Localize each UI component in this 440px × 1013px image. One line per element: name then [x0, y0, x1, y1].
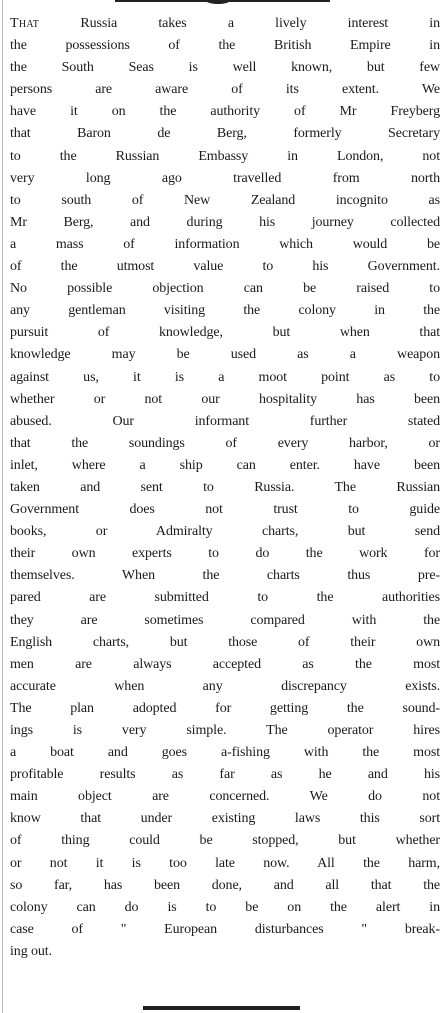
article-line: a boat and goes a-fishing with the most: [10, 745, 440, 761]
article-line: profitable results as far as he and his: [10, 767, 440, 783]
article-line: colony can do is to be on the alert in: [10, 899, 440, 915]
article-line: Government does not trust to guide: [10, 502, 440, 518]
article-line: to the Russian Embassy in London, not: [10, 148, 440, 164]
article-line-last: ing out.: [10, 943, 52, 959]
article-line: books, or Admiralty charts, but send: [10, 524, 440, 540]
article-line: a mass of information which would be: [10, 236, 440, 252]
article-line: case of " European disturbances " break-: [10, 921, 440, 937]
article-line: they are sometimes compared with the: [10, 612, 440, 628]
article-line: knowledge may be used as a weapon: [10, 347, 440, 363]
article-line: abused. Our informant further stated: [10, 413, 440, 429]
article-line: pursuit of knowledge, but when that: [10, 325, 440, 341]
article-line: themselves. When the charts thus pre-: [10, 568, 440, 584]
bottom-divider-rule: [143, 1006, 300, 1010]
article-line: the South Seas is well known, but few: [10, 60, 440, 76]
article-line: very long ago travelled from north: [10, 170, 440, 186]
article-line: main object are concerned. We do not: [10, 789, 440, 805]
article-line: any gentleman visiting the colony in the: [10, 303, 440, 319]
article-line: their own experts to do the work for: [10, 546, 440, 562]
article-line: to south of New Zealand incognito as: [10, 192, 440, 208]
article-line: that the soundings of every harbor, or: [10, 435, 440, 451]
article-line: know that under existing laws this sort: [10, 811, 440, 827]
article-line: that Baron de Berg, formerly Secretary: [10, 126, 440, 142]
article-line: or not it is too late now. All the harm,: [10, 855, 440, 871]
article-line: accurate when any discrepancy exists.: [10, 678, 440, 694]
column-edge: [2, 0, 3, 1013]
article-line: Mr Berg, and during his journey collected: [10, 214, 440, 230]
article-line: persons are aware of its extent. We: [10, 82, 440, 98]
article-line: No possible objection can be raised to: [10, 281, 440, 297]
article-line: pared are submitted to the authorities: [10, 590, 440, 606]
article-body: [10, 13, 440, 963]
article-line: the possessions of the British Empire in: [10, 38, 440, 54]
article-line: inlet, where a ship can enter. have been: [10, 457, 440, 473]
article-line: English charts, but those of their own: [10, 634, 440, 650]
article-line: whether or not our hospitality has been: [10, 391, 440, 407]
article-line: of thing could be stopped, but whether: [10, 833, 440, 849]
article-line: so far, has been done, and all that the: [10, 877, 440, 893]
article-line: against us, it is a moot point as to: [10, 369, 440, 385]
article-line: men are always accepted as the most: [10, 656, 440, 672]
article-line: taken and sent to Russia. The Russian: [10, 479, 440, 495]
article-line-1: That Russia takes a lively interest in: [10, 16, 440, 31]
article-line: The plan adopted for getting the sound-: [10, 700, 440, 716]
top-divider-ornament: [206, 0, 230, 4]
article-line: ings is very simple. The operator hires: [10, 723, 440, 738]
article-line: have it on the authority of Mr Freyberg: [10, 104, 440, 120]
article-lead-word: That: [10, 16, 40, 31]
article-line: of the utmost value to his Government.: [10, 259, 440, 275]
